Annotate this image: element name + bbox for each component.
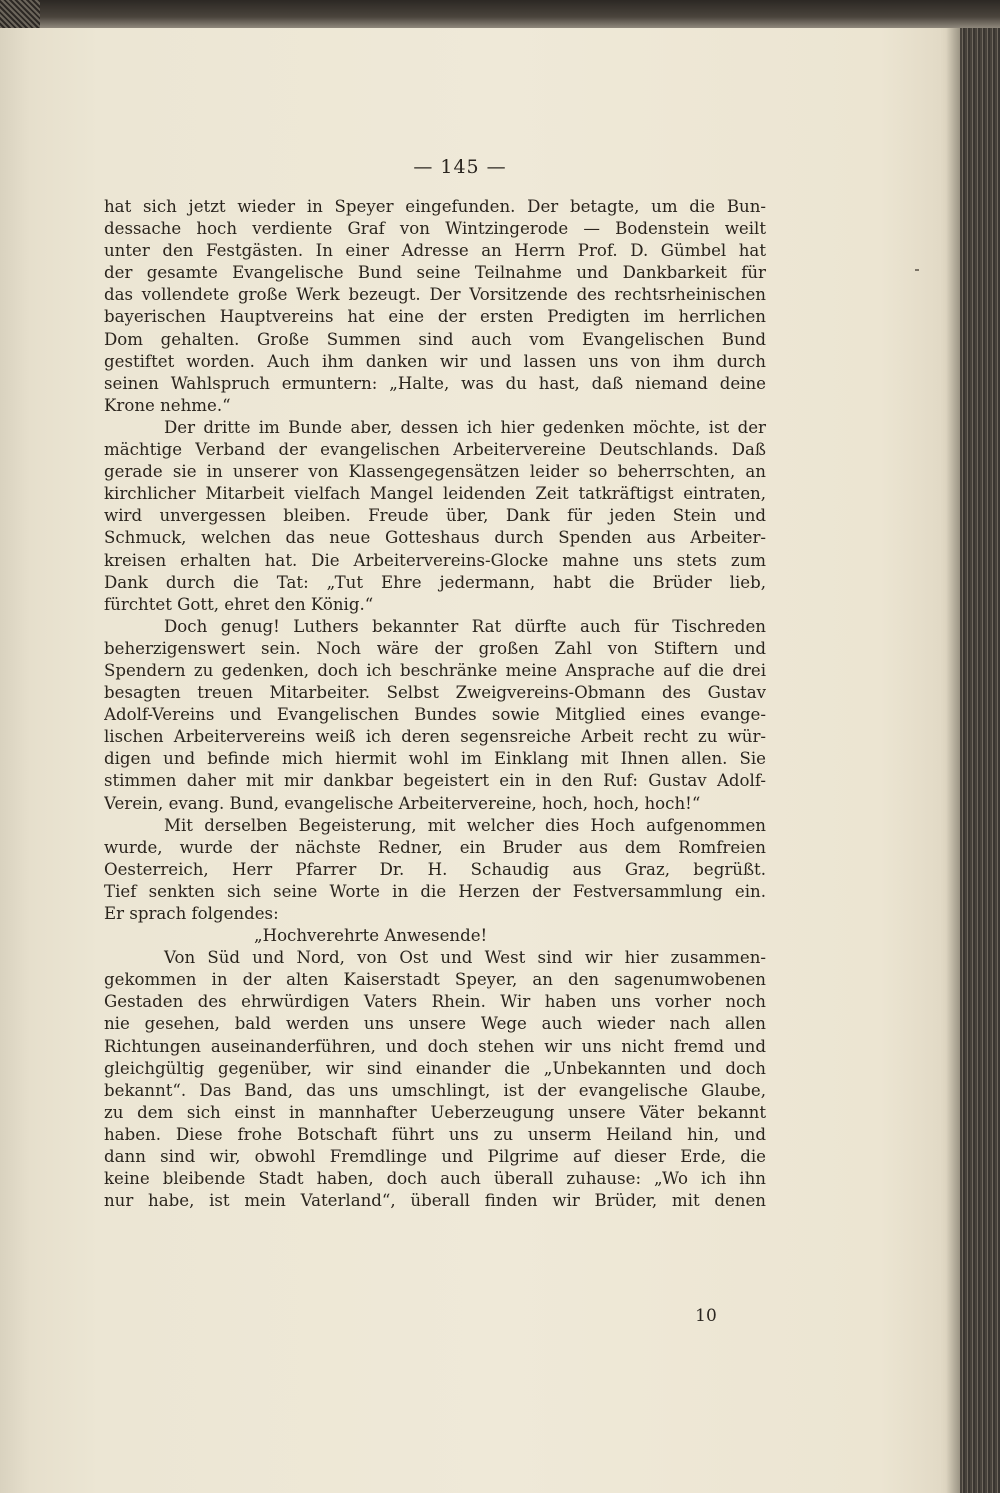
text-line: das vollendete große Werk bezeugt. Der Vorsitzende des rechtsrheinischen (104, 285, 766, 305)
page-header: — 145 — (413, 156, 507, 178)
text-line: Er sprach folgendes: (104, 904, 279, 923)
text-line: haben. Diese frohe Botschaft führt uns zu unserm Heiland hin, und (104, 1124, 766, 1144)
page-footer: 10 (695, 1306, 717, 1326)
text-line: wurde, wurde der nächste Redner, ein Bruder aus dem Romfreien (104, 837, 766, 857)
text-line: gleichgültig gegenüber, wir sind einander die „Unbekannten und doch (104, 1058, 766, 1078)
text-line: Oesterreich, Herr Pfarrer Dr. H. Schaudig aus Graz, begrüßt. (104, 859, 766, 879)
text-line: fürchtet Gott, ehret den König.“ (104, 594, 374, 614)
text-line: mächtige Verband der evangelischen Arbeitervereine Deutschlands. Daß (104, 440, 766, 460)
text-line: gerade sie in unserer von Klassengegensätzen leider so beherrschten, an (104, 462, 766, 482)
text-line: Dank durch die Tat: „Tut Ehre jedermann, habt die Brüder lieb, (104, 572, 766, 592)
text-line: nie gesehen, bald werden uns unsere Wege auch wieder nach allen (104, 1014, 766, 1034)
text-line: unter den Festgästen. In einer Adresse an Herrn Prof. D. Gümbel hat (104, 241, 766, 261)
body-text (104, 196, 766, 1212)
text-line: Mit derselben Begeisterung, mit welcher dies Hoch aufgenommen (164, 815, 766, 835)
text-line: Richtungen auseinanderführen, und doch stehen wir uns nicht fremd und (104, 1036, 766, 1056)
text-line: Tief senkten sich seine Worte in die Herzen der Festversammlung ein. (104, 881, 766, 901)
text-line: dessache hoch verdiente Graf von Wintzingerode — Bodenstein weilt (104, 219, 766, 239)
text-line: Dom gehalten. Große Summen sind auch vom Evangelischen Bund (104, 329, 766, 349)
text-line: kreisen erhalten hat. Die Arbeitervereins-Glocke mahne uns stets zum (104, 550, 766, 570)
text-line: keine bleibende Stadt haben, doch auch überall zuhause: „Wo ich ihn (104, 1169, 766, 1189)
text-line: wird unvergessen bleiben. Freude über, Dank für jeden Stein und (104, 506, 766, 526)
text-line: Von Süd und Nord, von Ost und West sind wir hier zusammen- (164, 948, 766, 968)
text-line: digen und befinde mich hiermit wohl im Einklang mit Ihnen allen. Sie (104, 749, 766, 769)
text-line: Doch genug! Luthers bekannter Rat dürfte auch für Tischreden (164, 616, 766, 636)
text-line: gekommen in der alten Kaiserstadt Speyer, an den sagenumwobenen (104, 970, 766, 990)
text-line: Der dritte im Bunde aber, dessen ich hier gedenken möchte, ist der (164, 417, 766, 437)
text-line: Verein, evang. Bund, evangelische Arbeitervereine, hoch, hoch, hoch!“ (104, 793, 701, 813)
text-line: der gesamte Evangelische Bund seine Teilnahme und Dankbarkeit für (104, 263, 766, 283)
text-line: nur habe, ist mein Vaterland“, überall finden wir Brüder, mit denen (104, 1191, 766, 1211)
text-line: gestiftet worden. Auch ihm danken wir und lassen uns von ihm durch (104, 351, 766, 371)
text-line: hat sich jetzt wieder in Speyer eingefunden. Der betagte, um die Bun- (104, 197, 766, 216)
text-line: besagten treuen Mitarbeiter. Selbst Zweigvereins-Obmann des Gustav (104, 683, 766, 703)
salutation-line: „Hochverehrte Anwesende! (254, 926, 488, 946)
text-line: Krone nehme.“ (104, 395, 231, 415)
text-line: Schmuck, welchen das neue Gotteshaus durch Spenden aus Arbeiter- (104, 528, 766, 548)
text-line: Gestaden des ehrwürdigen Vaters Rhein. Wir haben uns vorher noch (104, 992, 766, 1012)
text-line: dann sind wir, obwohl Fremdlinge und Pilgrime auf dieser Erde, die (104, 1147, 766, 1167)
text-line: beherzigenswert sein. Noch wäre der großen Zahl von Stiftern und (104, 638, 766, 658)
text-line: bayerischen Hauptvereins hat eine der ersten Predigten im herrlichen (104, 307, 766, 327)
text-line: stimmen daher mit mir dankbar begeistert ein in den Ruf: Gustav Adolf- (104, 771, 766, 791)
gutter-shadow (946, 28, 960, 1493)
text-line: bekannt“. Das Band, das uns umschlingt, ist der evangelische Glaube, (104, 1080, 766, 1100)
text-line: Adolf-Vereins und Evangelischen Bundes sowie Mitglied eines evange- (104, 705, 766, 725)
margin-mark (915, 269, 919, 271)
text-line: kirchlicher Mitarbeit vielfach Mangel leidenden Zeit tatkräftigst eintraten, (104, 484, 766, 504)
book-top-edge (0, 0, 1000, 28)
text-line: Spendern zu gedenken, doch ich beschränke meine Ansprache auf die drei (104, 660, 766, 680)
text-line: lischen Arbeitervereins weiß ich deren segensreiche Arbeit recht zu wür- (104, 727, 766, 747)
text-line: seinen Wahlspruch ermuntern: „Halte, was du hast, daß niemand deine (104, 373, 766, 393)
text-line: zu dem sich einst in mannhafter Ueberzeugung unsere Väter bekannt (104, 1102, 766, 1122)
book-page-edges (960, 28, 1000, 1493)
